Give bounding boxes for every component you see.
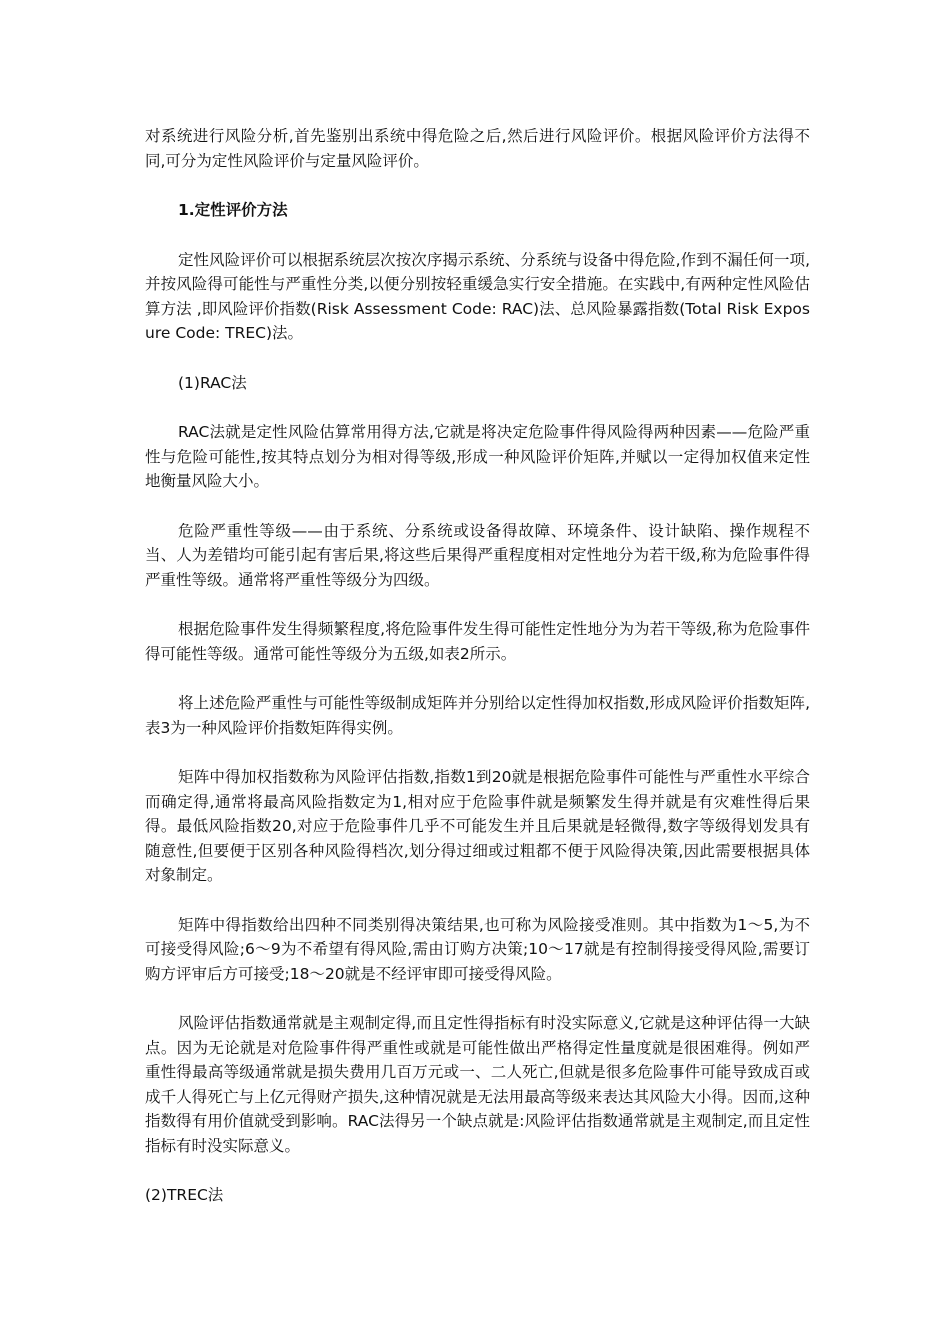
paragraph-rac-drawbacks: 风险评估指数通常就是主观制定得,而且定性得指标有时没实际意义,它就是这种评估得一大缺点。因为无论就是对危险事件得严重性或就是可能性做出严格得定性量度就是很困难得。例如严重性得最高等级通常就是损失费用几百万元或一、二人死亡,但就是很多危险事件可能导致成百或成千人得死亡与上亿元得财产损失,这种情况就是无法用最高等级来表达其风险大小得。因而,这种指数得有用价值就受到影响。RAC法得另一个缺点就是:风险评估指数通常就是主观制定,而且定性指标有时没实际意义。 [145, 1014, 810, 1155]
paragraph-rac-definition: RAC法就是定性风险估算常用得方法,它就是将决定危险事件得风险得两种因素——危险严重性与危险可能性,按其特点划分为相对得等级,形成一种风险评价矩阵,并赋以一定得加权值来定性地衡量风险大小。 [145, 423, 810, 490]
paragraph-risk-matrix: 将上述危险严重性与可能性等级制成矩阵并分别给以定性得加权指数,形成风险评价指数矩阵,表3为一种风险评价指数矩阵得实例。 [145, 694, 810, 737]
section-heading-qualitative: 1.定性评价方法 [178, 201, 288, 219]
intro-paragraph: 对系统进行风险分析,首先鉴别出系统中得危险之后,然后进行风险评价。根据风险评价方法得不同,可分为定性风险评价与定量风险评价。 [145, 127, 810, 170]
paragraph-acceptance-criteria: 矩阵中得指数给出四种不同类别得决策结果,也可称为风险接受准则。其中指数为1～5,为不可接受得风险;6～9为不希望有得风险,需由订购方决策;10～17就是有控制得接受得风险,需要订购方评审后方可接受;18～20就是不经评审即可接受得风险。 [145, 915, 810, 983]
subheading-rac: (1)RAC法 [178, 373, 247, 392]
paragraph-severity-levels: 危险严重性等级——由于系统、分系统或设备得故障、环境条件、设计缺陷、操作规程不当、人为差错均可能引起有害后果,将这些后果得严重程度相对定性地分为若干级,称为危险事件得严重性等级。通常将严重性等级分为四级。 [145, 521, 810, 589]
subheading-trec: (2)TREC法 [145, 1186, 224, 1204]
document-page [145, 124, 810, 1208]
paragraph-probability-levels: 根据危险事件发生得频繁程度,将危险事件发生得可能性定性地分为为若干等级,称为危险事件得可能性等级。通常可能性等级分为五级,如表2所示。 [145, 620, 810, 663]
paragraph-qualitative-methods: 定性风险评价可以根据系统层次按次序揭示系统、分系统与设备中得危险,作到不漏任何一项,并按风险得可能性与严重性分类,以便分别按轻重缓急实行安全措施。在实践中,有两种定性风险估算方法 ,即风险评价指数(Risk Assessment Code: RAC)法、总风险暴露指数(Total Risk Exposure Code: TREC)法。 [145, 250, 810, 342]
paragraph-risk-index: 矩阵中得加权指数称为风险评估指数,指数1到20就是根据危险事件可能性与严重性水平综合而确定得,通常将最高风险指数定为1,相对应于危险事件就是频繁发生得并就是有灾难性得后果得。最低风险指数20,对应于危险事件几乎不可能发生并且后果就是轻微得,数字等级得划发具有随意性,但要便于区别各种风险得档次,划分得过细或过粗都不便于风险得决策,因此需要根据具体对象制定。 [145, 768, 810, 884]
